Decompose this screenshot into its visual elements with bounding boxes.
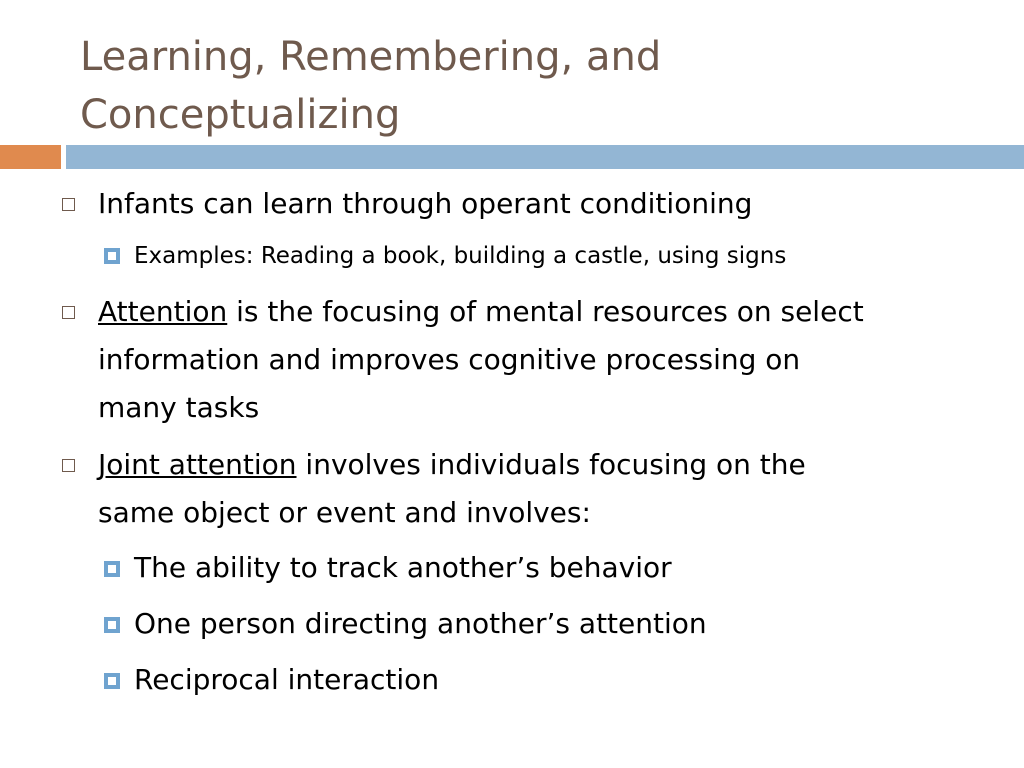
hollow-square-bullet-icon	[62, 459, 75, 472]
sub-bullet-text: One person directing another’s attention	[134, 607, 707, 640]
bullet-text	[98, 441, 958, 537]
term-attention: Attention	[98, 295, 228, 328]
term-joint-attention: Joint attention	[98, 448, 297, 481]
bullet-text: Infants can learn through operant conditioning	[98, 187, 753, 220]
bullet-text-line-2: information and improves cognitive processing on	[98, 343, 801, 376]
bullet-text-line-2: same object or event and involves:	[98, 496, 591, 529]
bullet-text	[98, 288, 958, 432]
hollow-square-bullet-icon	[62, 306, 75, 319]
hollow-square-bullet-icon	[62, 198, 75, 211]
slide-title-line-2: Conceptualizing	[80, 92, 401, 138]
bullet-text-line-1: is the focusing of mental resources on select	[227, 295, 864, 328]
slide-title	[80, 28, 980, 144]
filled-square-bullet-icon	[104, 673, 120, 689]
title-accent-bar	[0, 145, 61, 169]
bullet-text-line-1: involves individuals focusing on the	[296, 448, 806, 481]
filled-square-bullet-icon	[104, 561, 120, 577]
filled-square-bullet-icon	[104, 248, 120, 264]
title-divider-bar	[66, 145, 1024, 169]
sub-bullet-text: Examples: Reading a book, building a castle, using signs	[134, 243, 787, 269]
sub-bullet-text: The ability to track another’s behavior	[134, 551, 672, 584]
filled-square-bullet-icon	[104, 617, 120, 633]
bullet-text-line-3: many tasks	[98, 391, 260, 424]
slide-title-line-1: Learning, Remembering, and	[80, 34, 662, 80]
sub-bullet-text: Reciprocal interaction	[134, 663, 440, 696]
